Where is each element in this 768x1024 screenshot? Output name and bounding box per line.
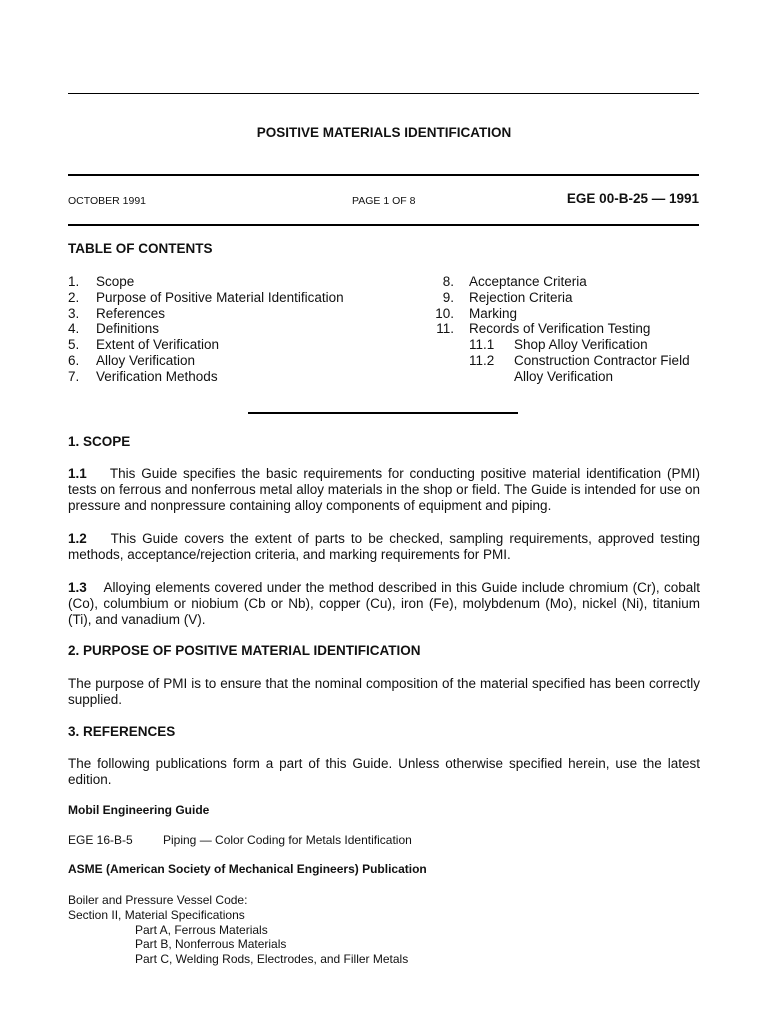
toc-subitem-number: 11.1: [469, 337, 495, 353]
paragraph-1-3: [68, 580, 700, 628]
toc-item-number: 8.: [442, 274, 454, 289]
toc-left-column: [68, 274, 388, 385]
toc-item-label: Definitions: [96, 321, 160, 337]
toc-item-label: Records of Verification Testing: [469, 321, 651, 337]
reference-group-mobil: Mobil Engineering Guide: [68, 803, 210, 817]
toc-item-number: 9.: [442, 289, 454, 305]
asme-part: Part C, Welding Rods, Electrodes, and Filler Metals: [135, 952, 409, 967]
paragraph-purpose: The purpose of PMI is to ensure that the nominal composition of the material specified has been correctly supplied.: [68, 676, 700, 707]
toc-item-label: Acceptance Criteria: [469, 274, 587, 289]
toc-item-label: Marking: [469, 305, 518, 321]
toc-subitem-number: 11.2: [469, 352, 495, 368]
toc-item-number: 2.: [68, 289, 80, 305]
asme-line: Section II, Material Specifications: [68, 907, 245, 922]
toc-subitem-label: Shop Alloy Verification: [514, 337, 648, 353]
document-date: OCTOBER 1991: [68, 195, 147, 207]
toc-item-label: Scope: [96, 274, 135, 289]
document-id: EGE 00-B-25 — 1991: [566, 191, 699, 206]
toc-subitem: [430, 353, 730, 369]
header-top-rule: [68, 174, 699, 176]
toc-subitem-label: Alloy Verification: [514, 368, 614, 384]
toc-item-label: References: [96, 305, 166, 321]
paragraph-text: This Guide specifies the basic requirements for conducting positive material identification (PMI) tests on ferrous and nonferrous metal alloy materials in the shop or field. The Guide is intended for use on pressure and nonpressure containing alloy components of equipment and piping.: [68, 466, 700, 513]
toc-item: [430, 274, 730, 290]
section-heading-references: 3. REFERENCES: [68, 724, 176, 739]
asme-line: Boiler and Pressure Vessel Code:: [68, 893, 248, 907]
toc-right-column: [430, 274, 730, 385]
toc-item: [68, 353, 388, 369]
toc-separator: [248, 412, 518, 414]
toc-subitem: [430, 337, 730, 353]
toc-item: [430, 290, 730, 306]
toc-item: [68, 369, 388, 385]
toc-item-number: 7.: [68, 368, 80, 384]
toc-item: [430, 306, 730, 322]
toc-item-number: 10.: [435, 305, 454, 321]
paragraph-number: 1.1: [68, 466, 87, 481]
toc-item-number: 11.: [436, 321, 454, 337]
paragraph-1-1: [68, 466, 700, 514]
toc-item-number: 4.: [68, 321, 80, 337]
toc-subitem: [430, 369, 730, 385]
toc-item-number: 1.: [68, 274, 80, 289]
toc-item-number: 3.: [68, 305, 80, 321]
toc-item-label: Verification Methods: [96, 368, 218, 384]
document-title: POSITIVE MATERIALS IDENTIFICATION: [256, 125, 512, 140]
toc-item: [68, 306, 388, 322]
reference-group-asme: ASME (American Society of Mechanical Engineers) Publication: [68, 862, 427, 876]
top-rule: [68, 93, 699, 94]
toc-item: [68, 337, 388, 353]
paragraph-text: Alloying elements covered under the method described in this Guide include chromium (Cr), cobalt (Co), columbium or niobium (Cb or Nb), copper (Cu), iron (Fe), molybdenum (Mo), nickel (Ni), titanium (Ti), and vanadium (V).: [68, 580, 700, 627]
reference-code: EGE 16-B-5: [68, 833, 133, 847]
toc-item: [430, 321, 730, 337]
reference-title: Piping — Color Coding for Metals Identification: [163, 833, 412, 847]
asme-part: Part A, Ferrous Materials: [135, 922, 268, 937]
toc-item: [68, 274, 388, 290]
asme-reference-list: [68, 893, 408, 967]
paragraph-number: 1.2: [68, 531, 87, 546]
toc-item-label: Purpose of Positive Material Identification: [96, 289, 344, 305]
toc-item-number: 6.: [68, 352, 80, 368]
section-heading-purpose: 2. PURPOSE OF POSITIVE MATERIAL IDENTIFICATION: [68, 643, 421, 658]
toc-item-label: Extent of Verification: [96, 337, 220, 353]
paragraph-references: The following publications form a part of this Guide. Unless otherwise specified herein, use the latest edition.: [68, 756, 700, 787]
paragraph-text: This Guide covers the extent of parts to be checked, sampling requirements, approved testing methods, acceptance/rejection criteria, and marking requirements for PMI.: [68, 531, 700, 562]
toc-item-number: 5.: [68, 337, 80, 353]
header-bottom-rule: [68, 224, 699, 226]
toc-item: [68, 290, 388, 306]
paragraph-number: 1.3: [68, 580, 87, 595]
toc-subitem-label: Construction Contractor Field: [514, 352, 690, 368]
toc-heading: TABLE OF CONTENTS: [68, 241, 213, 256]
toc-item-label: Alloy Verification: [96, 352, 196, 368]
asme-part: Part B, Nonferrous Materials: [135, 937, 287, 952]
page-number: PAGE 1 OF 8: [352, 195, 416, 207]
toc-item: [68, 321, 388, 337]
section-heading-scope: 1. SCOPE: [68, 434, 131, 449]
toc-item-label: Rejection Criteria: [469, 289, 573, 305]
paragraph-1-2: [68, 531, 700, 563]
